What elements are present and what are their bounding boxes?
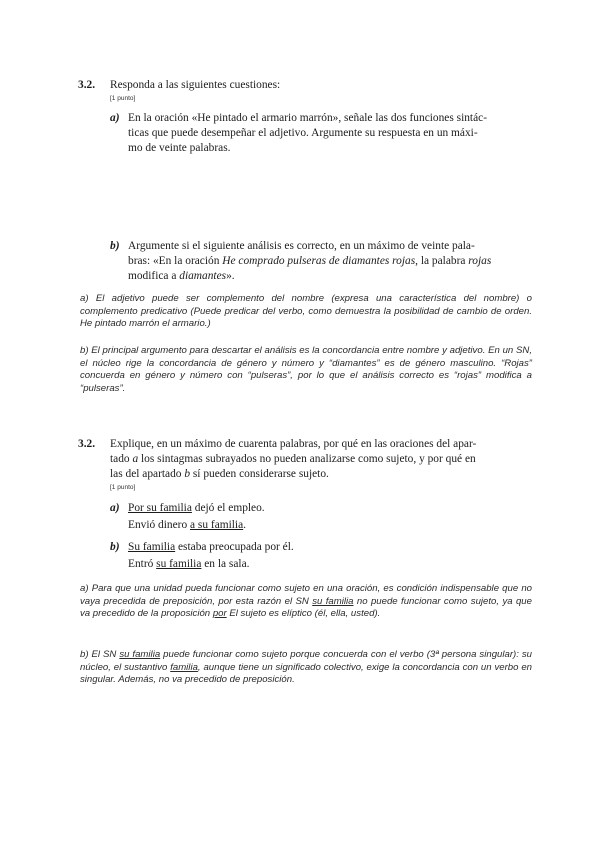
q2-a-sentence-1: Por su familia dejó el empleo. [128,502,265,514]
answer-a-label: a) [80,583,92,594]
q1-item-a-label: a) [110,112,120,124]
q2-answer-a: a) Para que una unidad pueda funcionar como sujeto en una oración, es condición indispensable que no vaya precedida de preposición, por esta razón el SN su familia no puede funcionar como sujeto, ya que va precedido de la proposición por El sujeto es elíptico (él, ella, usted). [80,583,532,620]
q1-a-line-1: En la oración «He pintado el armario marrón», señale las dos funciones sintác- [128,112,487,124]
answer-b-text: El principal argumento para descartar el análisis es la concordancia entre nombre y adjetivo. En un SN, el núcleo rige la concordancia de género y número y “diamantes” es de género masculino. “Rojas” concuerda en género y número con “pulseras”, por lo que el análisis correcto es “rojas” modifica a “pulseras”. [80,345,532,394]
q1-b-line-1: Argumente si el siguiente análisis es correcto, en un máximo de veinte pala- [128,240,475,252]
q1-b-line-2: bras: «En la oración He comprado pulseras de diamantes rojas, la palabra rojas [128,255,492,267]
q2-b-sentence-1: Su familia estaba preocupada por él. [128,541,294,553]
q2-line-1: Explique, en un máximo de cuarenta palabras, por qué en las oraciones del apar- [110,438,477,450]
answer-b-label: b) [80,345,92,356]
q2-answer-b: b) El SN su familia puede funcionar como sujeto porque concuerda con el verbo (3ª persona singular): su núcleo, el sustantivo familia, aunque tiene un significado colectivo, exige la concordancia con un verbo en singular. Además, no va precedido de preposición. [80,649,532,686]
answer-b-label: b) [80,649,92,660]
answer-a-text: El adjetivo puede ser complemento del nombre (expresa una característica del nombre) o complemento predicativo (Puede predicar del verbo, como demuestra la posibilidad de cambio de orden. He pintado marrón el armario.) [80,293,532,330]
q2-item-b-label: b) [110,541,120,553]
question-2-points: [1 punto] [110,484,136,491]
q2-b-sentence-2: Entró su familia en la sala. [128,558,250,570]
q1-a-line-2: ticas que puede desempeñar el adjetivo. Argumente su respuesta en un máxi- [128,127,478,139]
q1-b-line-3: modifica a diamantes». [128,270,235,282]
q1-item-b-text [128,239,532,284]
question-1-number: 3.2. [78,79,96,91]
q1-item-b-label: b) [110,240,120,252]
question-2-number: 3.2. [78,438,96,450]
q2-item-a-sentences [128,501,428,533]
q2-item-b-sentences [128,540,428,572]
q2-line-3: las del apartado b sí pueden considerarse sujeto. [110,468,329,480]
question-1-points: [1 punto] [110,95,136,102]
q1-answer-b [80,345,532,395]
question-2-statement [110,437,532,482]
q2-a-sentence-2: Envió dinero a su familia. [128,519,247,531]
q1-a-line-3: mo de veinte palabras. [128,142,231,154]
q1-item-a-text [128,111,532,156]
q1-answer-a [80,293,532,331]
question-1-title: Responda a las siguientes cuestiones: [110,79,281,91]
q2-item-a-label: a) [110,502,120,514]
q2-line-2: tado a los sintagmas subrayados no pueden analizarse como sujeto, y por qué en [110,453,476,465]
answer-a-label: a) [80,293,96,304]
